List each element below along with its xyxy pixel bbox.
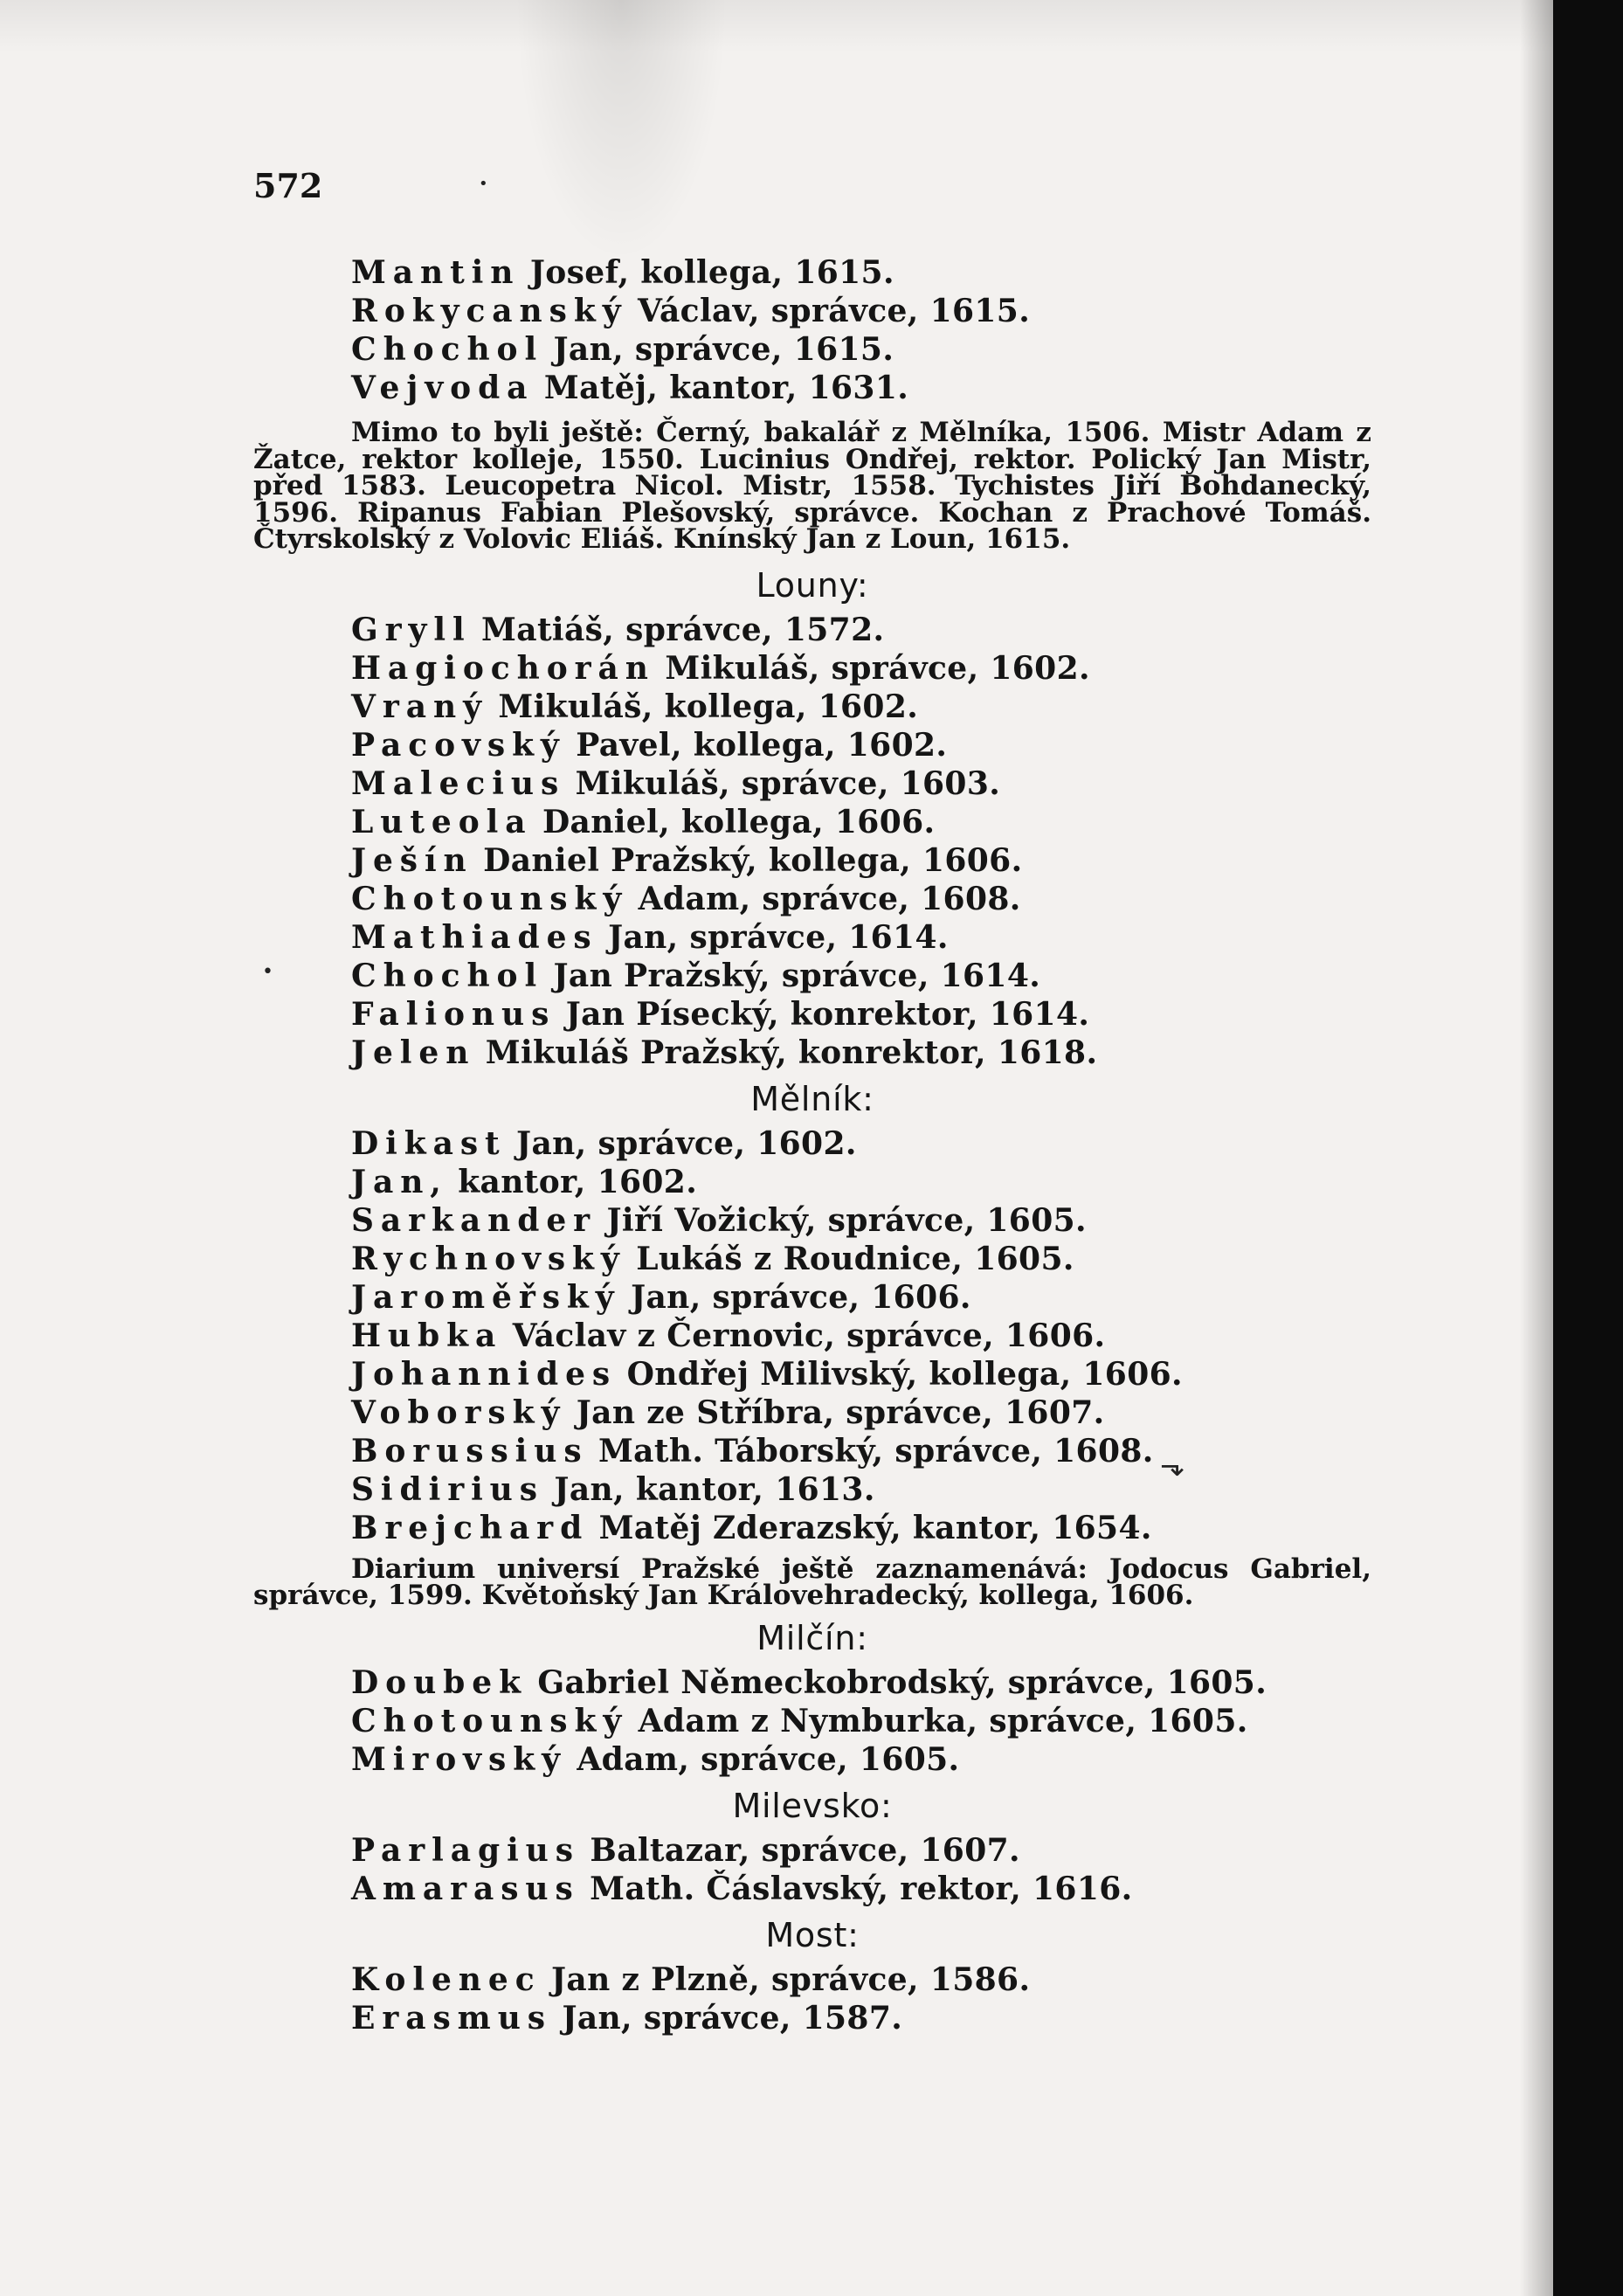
list-item (351, 764, 1371, 803)
section-heading-milevsko: Milevsko: (732, 1786, 893, 1825)
list-item (351, 1870, 1371, 1908)
note-paragraph: Mimo to byli ještě: Černý, bakalář z Mělníka, 1506. Mistr Adam z Žatce, rektor kolleje, 1550. Lucinius Ondřej, rektor. Polický Jan Mistr, před 1583. Leucopetra Nicol. Mistr, 1558. Tychistes Jiří Bohdanecký, 1596. Ripanus Fabian Plešovský, správce. Kochan z Prachové Tomáš. Čtyrskolský z Volovic Eliáš. Knínský Jan z Loun, 1615. (253, 417, 1371, 555)
section-entries-milevsko (253, 1831, 1371, 1908)
list-item (351, 803, 1371, 841)
entry-detail: Jan, správce, 1606. (631, 1278, 971, 1316)
list-item (351, 1470, 1371, 1509)
entry-detail: Mikuláš, kollega, 1602. (498, 688, 919, 725)
entry-name: Sarkander (351, 1201, 597, 1239)
list-item (351, 1355, 1371, 1394)
opening-entries (253, 253, 1371, 407)
entry-detail: Jan ze Stříbra, správce, 1607. (576, 1394, 1105, 1431)
entry-detail: Daniel, kollega, 1606. (542, 803, 936, 840)
entry-name: Doubek (351, 1663, 528, 1701)
entry-name: Malecius (351, 764, 566, 802)
entry-detail: kantor, 1602. (458, 1163, 698, 1200)
margin-dot-mark: • (479, 175, 488, 193)
entry-name: Erasmus (351, 1999, 552, 2037)
list-item (351, 253, 1371, 292)
entry-name: Luteola (351, 803, 533, 840)
entry-name: Voborský (351, 1394, 567, 1431)
entry-detail: Jiří Vožický, správce, 1605. (606, 1201, 1087, 1239)
entry-name: Mantin (351, 254, 521, 291)
entry-detail: Matěj, kantor, 1631. (543, 370, 909, 406)
section-entries-melnik (253, 1124, 1371, 1547)
list-item (351, 1317, 1371, 1355)
entry-name: Gryll (351, 611, 472, 648)
entry-name: Chotounský (351, 880, 629, 917)
section-heading-louny: Louny: (756, 565, 869, 605)
section-heading-melnik: Mělník: (750, 1079, 874, 1118)
entry-name: Ješín (351, 841, 473, 879)
entry-name: Amarasus (351, 1870, 580, 1907)
entry-name: Hagiochorán (351, 649, 655, 687)
entry-detail: Josef, kollega, 1615. (529, 254, 894, 291)
entry-name: Chochol (351, 331, 544, 368)
entry-detail: Mikuláš Pražský, konrektor, 1618. (485, 1034, 1098, 1071)
list-item (351, 957, 1371, 995)
list-item (351, 1278, 1371, 1317)
entry-name: Mathiades (351, 918, 598, 956)
entry-detail: Math. Táborský, správce, 1608. (597, 1432, 1154, 1470)
entry-name: Jelen (351, 1034, 476, 1071)
entry-name: Chochol (351, 957, 544, 994)
list-item (351, 1163, 1371, 1201)
list-item (351, 1124, 1371, 1163)
entry-name: Rokycanský (351, 293, 628, 329)
list-item (351, 611, 1371, 649)
entry-name: Johannides (351, 1355, 618, 1393)
list-item (351, 1961, 1371, 1999)
entry-name: Parlagius (351, 1831, 580, 1869)
entry-name: Mirovský (351, 1740, 567, 1778)
entry-detail: Jan, kantor, 1613. (554, 1470, 875, 1508)
section-heading-milcin: Milčín: (756, 1618, 868, 1657)
margin-arrow-mark: ⬎ (1160, 1449, 1185, 1483)
entry-detail: Ondřej Milivský, kollega, 1606. (626, 1355, 1183, 1393)
entry-detail: Math. Čáslavský, rektor, 1616. (590, 1870, 1133, 1907)
list-item (351, 1240, 1371, 1278)
entry-detail: Mikuláš, správce, 1602. (665, 649, 1090, 687)
entry-name: Sidirius (351, 1470, 544, 1508)
entry-name: Dikast (351, 1124, 507, 1162)
entry-detail: Jan, správce, 1614. (608, 918, 949, 956)
entry-detail: Jan Pražský, správce, 1614. (553, 957, 1041, 994)
entry-detail: Václav z Černovic, správce, 1606. (512, 1317, 1106, 1354)
section-entries-louny (253, 611, 1371, 1072)
list-item (351, 330, 1371, 369)
list-item (351, 1663, 1371, 1702)
entry-detail: Pavel, kollega, 1602. (576, 726, 948, 764)
entry-detail: Jan, správce, 1587. (562, 1999, 903, 2037)
list-item (351, 1432, 1371, 1470)
list-item (351, 880, 1371, 918)
note-paragraph: Diarium universí Pražské ještě zaznamenává: Jodocus Gabriel, správce, 1599. Květoňský Jan Královehradecký, kollega, 1606. (253, 1553, 1371, 1611)
entry-detail: Mikuláš, správce, 1603. (575, 764, 1001, 802)
entry-detail: Gabriel Německobrodský, správce, 1605. (537, 1663, 1267, 1701)
entry-name: Jaroměřský (351, 1278, 621, 1316)
list-item (351, 649, 1371, 688)
list-item (351, 1831, 1371, 1870)
entry-detail: Václav, správce, 1615. (638, 293, 1031, 329)
list-item (351, 1509, 1371, 1547)
entry-detail: Baltazar, správce, 1607. (590, 1831, 1020, 1869)
list-item (351, 726, 1371, 764)
entry-detail: Matiáš, správce, 1572. (481, 611, 885, 648)
list-item (351, 841, 1371, 880)
section-entries-most (253, 1961, 1371, 2037)
section-heading-most: Most: (765, 1915, 860, 1954)
entry-name: Falionus (351, 995, 556, 1033)
page-content (253, 253, 1371, 2037)
list-item (351, 1702, 1371, 1740)
entry-name: Vejvoda (351, 370, 535, 406)
page-number: 572 (253, 166, 323, 205)
list-item (351, 1034, 1371, 1072)
entry-detail: Matěj Zderazský, kantor, 1654. (598, 1509, 1152, 1546)
entry-detail: Lukáš z Roudnice, 1605. (636, 1240, 1074, 1277)
entry-detail: Adam, správce, 1605. (577, 1740, 960, 1778)
gutter-shadow (1520, 0, 1553, 2296)
list-item (351, 1394, 1371, 1432)
entry-name: Rychnovský (351, 1240, 626, 1277)
section-entries-milcin (253, 1663, 1371, 1779)
entry-detail: Adam, správce, 1608. (638, 880, 1021, 917)
entry-detail: Adam z Nymburka, správce, 1605. (638, 1702, 1248, 1739)
entry-name: Brejchard (351, 1509, 590, 1546)
entry-name: Borussius (351, 1432, 589, 1470)
list-item (351, 995, 1371, 1034)
entry-detail: Jan, správce, 1602. (516, 1124, 857, 1162)
entry-detail: Daniel Pražský, kollega, 1606. (483, 841, 1023, 879)
list-item (351, 918, 1371, 957)
list-item (351, 369, 1371, 407)
entry-detail: Jan, správce, 1615. (553, 331, 894, 368)
margin-dot-mark: • (262, 961, 273, 983)
page-edge-shadow (1553, 0, 1623, 2296)
entry-name: Hubka (351, 1317, 503, 1354)
entry-name: Kolenec (351, 1961, 542, 1998)
list-item (351, 1201, 1371, 1240)
entry-detail: Jan z Plzně, správce, 1586. (550, 1961, 1031, 1998)
entry-name: Pacovský (351, 726, 566, 764)
entry-name: Vraný (351, 688, 488, 725)
list-item (351, 292, 1371, 330)
list-item (351, 1999, 1371, 2037)
list-item (351, 688, 1371, 726)
entry-name: Jan, (351, 1163, 448, 1200)
entry-detail: Jan Písecký, konrektor, 1614. (565, 995, 1090, 1033)
entry-name: Chotounský (351, 1702, 629, 1739)
list-item (351, 1740, 1371, 1779)
